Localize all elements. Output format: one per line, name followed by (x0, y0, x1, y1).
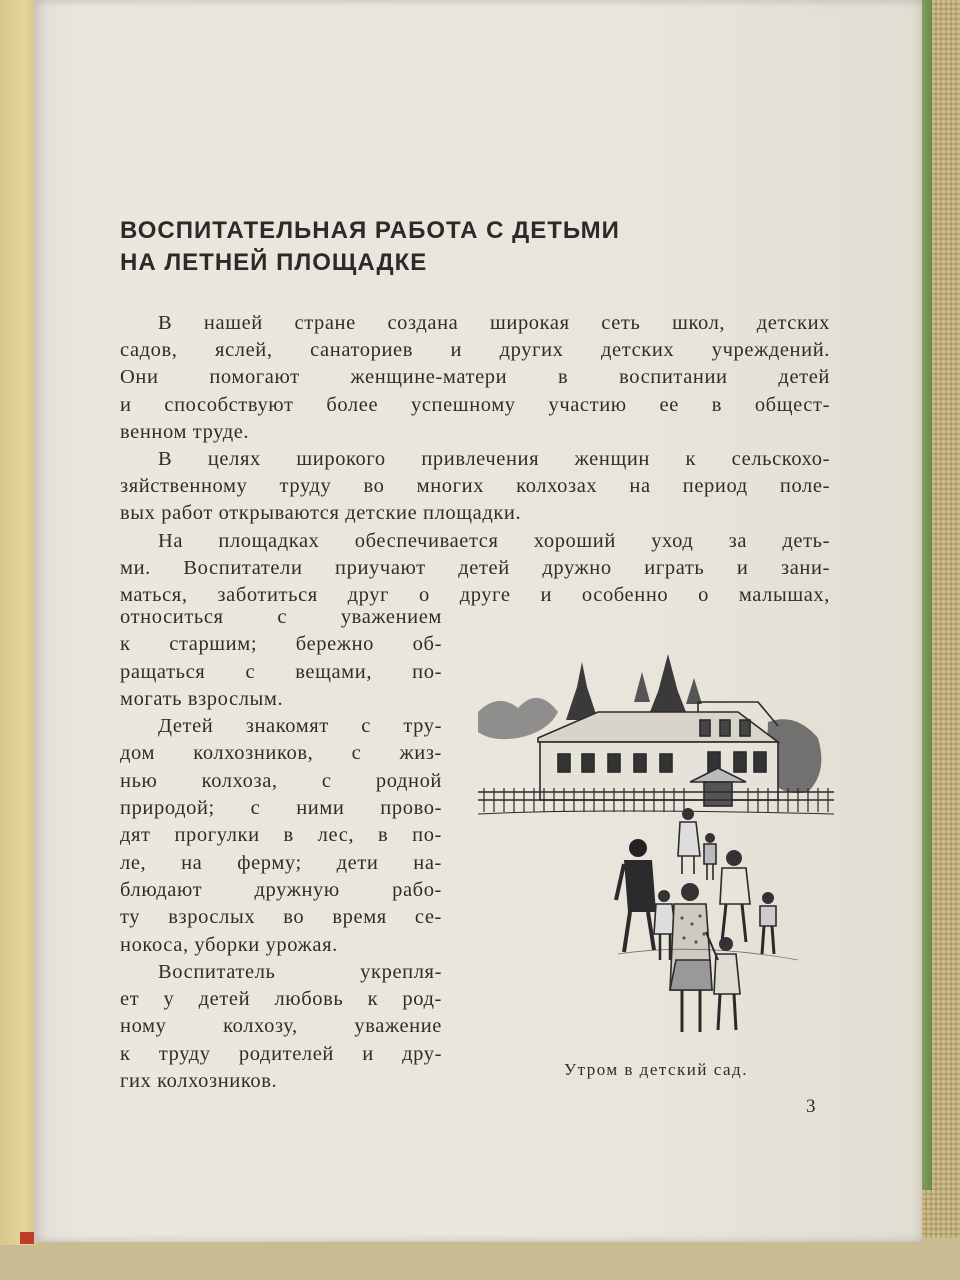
article-body-narrow-column (120, 604, 442, 1095)
text-line: могать взрослым. (120, 687, 284, 710)
text-line: ращаться с вещами, по- (120, 660, 442, 683)
title-line: НА ЛЕТНЕЙ ПЛОЩАДКЕ (120, 249, 428, 276)
text-line: нью колхоза, с родной (120, 769, 442, 792)
text-line: к старшим; бережно об- (120, 633, 442, 656)
text-line: Воспитатель укрепля- (158, 960, 442, 983)
text-line: На площадках обеспечивается хороший уход за деть- (158, 529, 830, 552)
text-line: ет у детей любовь к род- (120, 988, 442, 1011)
table-surface (0, 1238, 960, 1280)
text-line: ле, на ферму; дети на- (120, 851, 442, 874)
text-line: нокоса, уборки урожая. (120, 933, 338, 956)
text-line: садов, яслей, санаториев и других детских учреждений. (120, 339, 830, 362)
text-line: В целях широкого привлечения женщин к сельскохо- (158, 448, 830, 471)
text-line: блюдают дружную рабо- (120, 878, 442, 901)
article-title (120, 215, 760, 279)
text-line: вых работ открываются детские площадки. (120, 502, 522, 525)
text-line: В нашей стране создана широкая сеть школ, детских (158, 312, 830, 334)
text-line: дят прогулки в лес, в по- (120, 824, 442, 847)
text-line: Они помогают женщине-матери в воспитании детей (120, 366, 830, 389)
text-line: гих колхозников. (120, 1070, 278, 1093)
text-line: зяйственному труду во многих колхозах на период поле- (120, 475, 830, 498)
text-line: относиться с уважением (120, 606, 442, 628)
text-line: ту взрослых во время се- (120, 906, 442, 929)
text-line: венном труде. (120, 420, 250, 443)
text-line: природой; с ними прово- (120, 797, 442, 820)
text-line: дом колхозников, с жиз- (120, 742, 442, 765)
illustration-caption: Утром в детский сад. (564, 1060, 748, 1079)
kindergarten-illustration (478, 642, 834, 1042)
text-line: Детей знакомят с тру- (158, 715, 442, 738)
article-body (120, 310, 830, 609)
text-line: к труду родителей и дру- (120, 1042, 442, 1065)
text-line: и способствуют более успешному участию ее в общест- (120, 393, 830, 416)
text-line: маться, заботиться друг о друге и особенно о малышах, (120, 584, 830, 607)
text-line: ному колхозу, уважение (120, 1015, 442, 1038)
page-number: 3 (806, 1096, 816, 1117)
bookmark-ribbon (20, 1232, 34, 1244)
title-line: ВОСПИТАТЕЛЬНАЯ РАБОТА С ДЕТЬМИ (120, 217, 620, 244)
text-line: ми. Воспитатели приучают детей дружно играть и зани- (120, 556, 830, 579)
